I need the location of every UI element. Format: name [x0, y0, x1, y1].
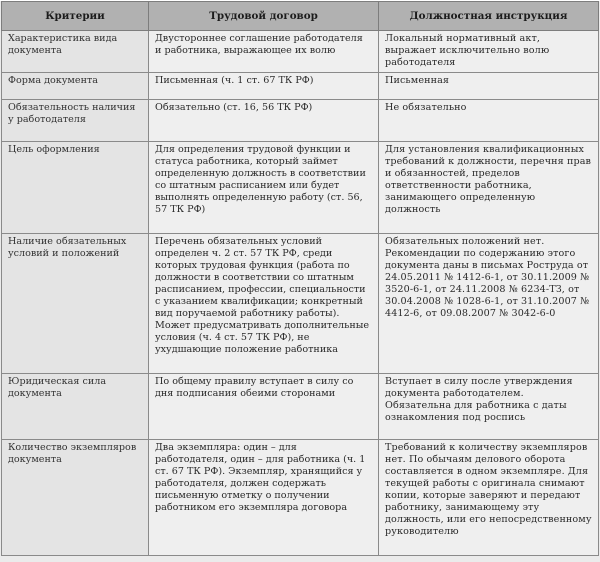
instruction-text: Для установления квалификационных требований к должности, перечня прав и обязанностей, пределов ответственности работника, занимающего определенную должность — [385, 144, 592, 215]
instruction-text: Требований к количеству экземпляров нет. По обычаям делового оборота составляется в одном экземпляре. Для текущей работы с оригинала снимают копии, которые заверяют и передают работнику, занимающему эту должность, или его непосредственному руководителю — [385, 442, 592, 537]
criterion-cell — [2, 73, 149, 100]
header-criteria: Критерии — [2, 2, 149, 31]
contract-cell — [149, 31, 379, 73]
instruction-text: Не обязательно — [385, 102, 467, 113]
criterion-text: Форма документа — [8, 75, 98, 86]
contract-cell — [149, 374, 379, 440]
criterion-cell — [2, 142, 149, 234]
contract-cell — [149, 100, 379, 142]
table-row — [2, 234, 599, 374]
header-row — [2, 2, 599, 31]
instruction-text: Обязательных положений нет. Рекомендации по содержанию этого документа даны в письмах Роструда от 24.05.2011 № 1412-6-1, от 30.11.2009 № 3520-6-1, от 24.11.2008 № 6234-ТЗ, от 30.04.2008 № 1028-6-1, от 31.10.2007 № 4412-6, от 09.08.2007 № 3042-6-0 — [385, 236, 590, 319]
document-page — [0, 1, 600, 562]
table-row — [2, 142, 599, 234]
contract-cell — [149, 142, 379, 234]
table-row — [2, 31, 599, 73]
contract-text: Перечень обязательных условий определен ч. 2 ст. 57 ТК РФ, среди которых трудовая функция (работа по должности в соответствии со штатным расписанием, профессии, специальности с указанием квалификации; конкретный вид поручаемой работнику работы). Может предусматривать дополнительные условия (ч. 4 ст. 57 ТК РФ), не ухудшающие положение работника — [155, 236, 370, 355]
contract-text: Для определения трудовой функции и статуса работника, который займет определенную должность в соответствии со штатным расписанием или будет выполнять определенную работу (ст. 56, 57 ТК РФ) — [155, 144, 366, 215]
table-row — [2, 100, 599, 142]
header-job-description: Должностная инструкция — [379, 2, 599, 31]
criterion-text: Обязательность наличия у работодателя — [8, 102, 136, 125]
instruction-cell — [379, 142, 599, 234]
contract-text: Два экземпляра: один – для работодателя, один – для работника (ч. 1 ст. 67 ТК РФ). Экземпляр, хранящийся у работодателя, должен содержать письменную отметку о получении работником его экземпляра договора — [155, 442, 366, 513]
contract-text: По общему правилу вступает в силу со дня подписания обеими сторонами — [155, 376, 354, 399]
instruction-cell — [379, 73, 599, 100]
instruction-cell — [379, 100, 599, 142]
criterion-cell — [2, 234, 149, 374]
instruction-text: Локальный нормативный акт, выражает исключительно волю работодателя — [385, 33, 550, 68]
criterion-text: Характеристика вида документа — [8, 33, 118, 56]
table-row — [2, 440, 599, 556]
contract-cell — [149, 440, 379, 556]
table-row — [2, 374, 599, 440]
instruction-cell — [379, 31, 599, 73]
criterion-text: Наличие обязательных условий и положений — [8, 236, 127, 259]
instruction-text: Письменная — [385, 75, 450, 86]
criterion-cell — [2, 31, 149, 73]
contract-text: Обязательно (ст. 16, 56 ТК РФ) — [155, 102, 313, 113]
contract-cell — [149, 234, 379, 374]
header-employment-contract: Трудовой договор — [149, 2, 379, 31]
criterion-cell — [2, 100, 149, 142]
criterion-text: Цель оформления — [8, 144, 100, 155]
criterion-cell — [2, 374, 149, 440]
contract-text: Двустороннее соглашение работодателя и работника, выражающее их волю — [155, 33, 363, 56]
contract-cell — [149, 73, 379, 100]
table-row — [2, 73, 599, 100]
criterion-text: Юридическая сила документа — [8, 376, 107, 399]
instruction-cell — [379, 440, 599, 556]
comparison-table — [1, 1, 599, 556]
criterion-text: Количество экземпляров документа — [8, 442, 137, 465]
instruction-cell — [379, 234, 599, 374]
instruction-cell — [379, 374, 599, 440]
criterion-cell — [2, 440, 149, 556]
contract-text: Письменная (ч. 1 ст. 67 ТК РФ) — [155, 75, 314, 86]
instruction-text: Вступает в силу после утверждения документа работодателем. Обязательна для работника с даты ознакомления под роспись — [385, 376, 573, 423]
